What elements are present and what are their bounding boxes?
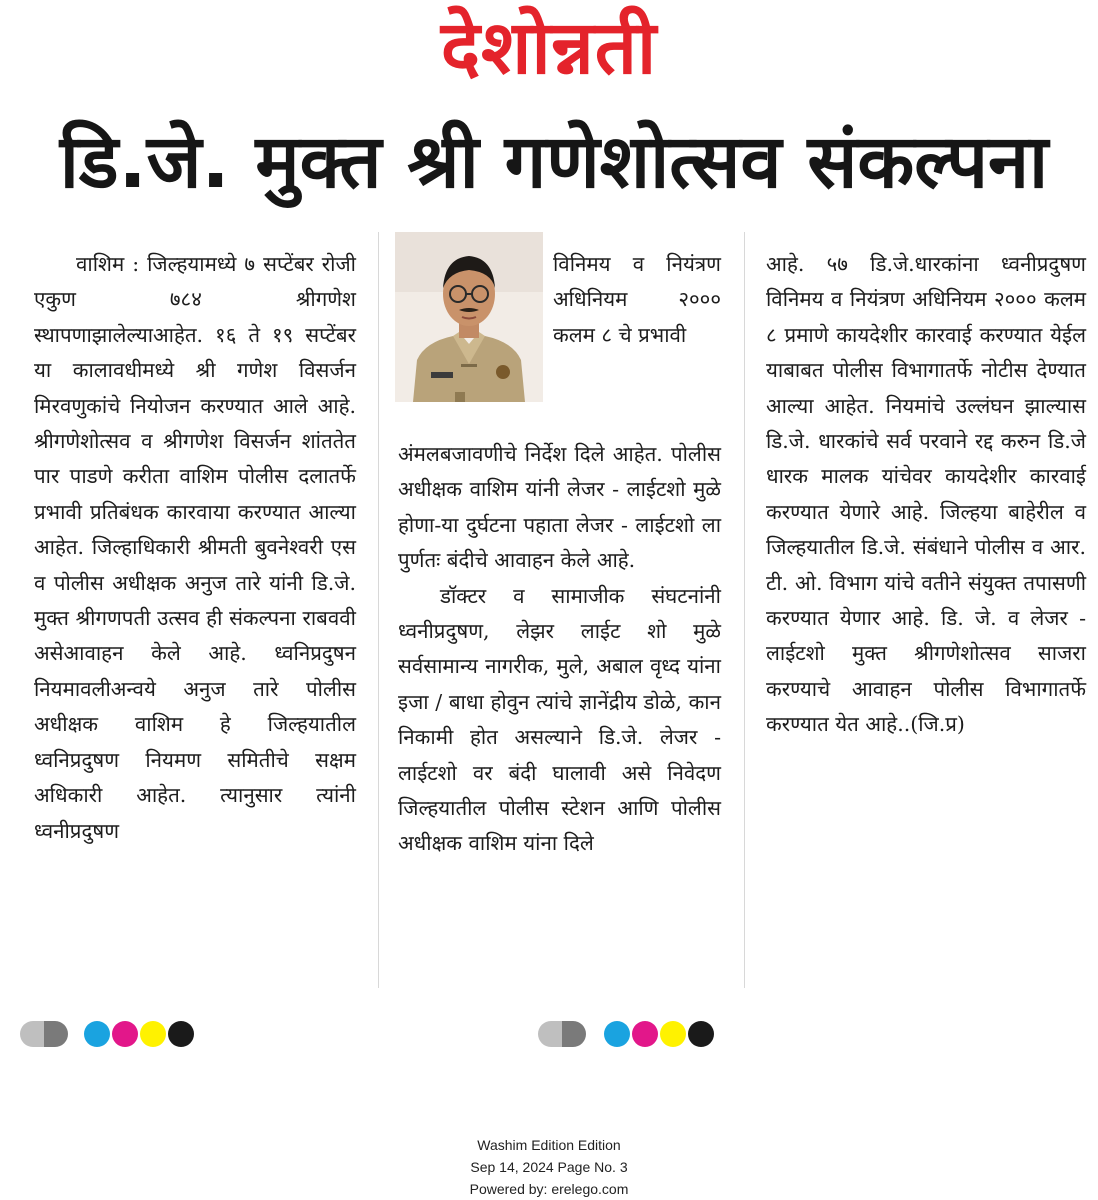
column-divider — [744, 232, 745, 988]
magenta-dot-icon — [112, 1021, 138, 1047]
column-1-text: वाशिम : जिल्हयामध्ये ७ सप्टेंबर रोजी एकुण ७८४ श्रीगणेश स्थापणाझालेल्याआहेत. १६ ते १९ सप्टेंबर या कालावधीमध्ये श्री गणेश विसर्जन मिरवणुकांचे नियोजन करण्यात आले आहे. श्रीगणेशोत्सव व श्रीगणेश विसर्जन शांततेत पार पाडणे करीता वाशिम पोलीस दलातर्फे प्रभावी प्रतिबंधक कारवाया करण्यात आल्या आहेत. जिल्हाधिकारी श्रीमती बुवनेश्वरी एस व पोलीस अधीक्षक अनुज तारे यांनी डि.जे. मुक्त श्रीगणपती उत्सव ही संकल्पना राबववी असेआवाहन केले आहे. ध्वनिप्रदुषन नियमावलीअन्वये अनुज तारे पोलीस अधीक्षक वाशिम हे जिल्हयातील ध्वनिप्रदुषण नियमण समितीचे सक्षम अधिकारी आहेत. त्यानुसार त्यांनी ध्वनीप्रदुषण — [34, 252, 356, 843]
registration-marks-left — [20, 1020, 200, 1048]
column-2-top-text: विनिमय व नियंत्रण अधिनियम २००० कलम ८ चे प्रभावी — [553, 252, 721, 347]
masthead-title: देशोन्नती — [440, 5, 658, 91]
footer-powered-by: Powered by: erelego.com — [469, 1181, 629, 1197]
article-column-2-top — [553, 247, 721, 437]
footer-edition: Washim Edition Edition — [477, 1137, 621, 1153]
cyan-dot-icon — [604, 1021, 630, 1047]
column-divider — [378, 232, 379, 988]
registration-marks-right — [538, 1020, 718, 1048]
footer-date-page: Sep 14, 2024 Page No. 3 — [470, 1159, 628, 1175]
column-2-bottom-text: अंमलबजावणीचे निर्देश दिले आहेत. पोलीस अधीक्षक वाशिम यांनी लेजर - लाईटशो मुळे होणा-या दुर्घटना पहाता लेजर - लाईटशो ला पुर्णतः बंदीचे आवाहन केले आहे. — [398, 442, 721, 573]
page-footer — [0, 1134, 1098, 1200]
registration-pill-icon — [538, 1021, 586, 1047]
yellow-dot-icon — [140, 1021, 166, 1047]
article-column-1 — [34, 247, 356, 987]
black-dot-icon — [168, 1021, 194, 1047]
column-2-paragraph-2: डॉक्टर व सामाजीक संघटनांनी ध्वनीप्रदुषण, लेझर लाईट शो मुळे सर्वसामान्य नागरीक, मुले, अबाल वृध्द यांना इजा / बाधा होवुन त्यांचे ज्ञानेंद्रीय डोळे, कान निकामी होत असल्याने डि.जे. लेजर - लाईटशो वर बंदी घालावी असे निवेदण जिल्हयातील पोलीस स्टेशन आणि पोलीस अधीक्षक वाशिम यांना दिले — [398, 583, 721, 856]
registration-pill-icon — [20, 1021, 68, 1047]
cyan-dot-icon — [84, 1021, 110, 1047]
officer-photo — [395, 232, 543, 402]
article-column-2-bottom — [398, 437, 721, 987]
black-dot-icon — [688, 1021, 714, 1047]
officer-portrait-image — [395, 232, 543, 402]
yellow-dot-icon — [660, 1021, 686, 1047]
column-3-text: आहे. ५७ डि.जे.धारकांना ध्वनीप्रदुषण विनिमय व नियंत्रण अधिनियम २००० कलम ८ प्रमाणे कायदेशीर कारवाई करण्यात येईल याबाबत पोलीस विभागातर्फे नोटीस देण्यात आल्या आहेत. नियमांचे उल्लंघन झाल्यास डि.जे. धारकांचे सर्व परवाने रद्द करुन डि.जे धारक मालक यांचेवर कायदेशीर कारवाई करण्यात येणारे आहे. जिल्हया बाहेरील व जिल्हयातील डि.जे. संबंधाने पोलीस व आर. टी. ओ. विभाग यांचे वतीने संयुक्त तपासणी करण्यात येणार आहे. डि. जे. व लेजर - लाईटशो मुक्त श्रीगणेशोत्सव साजरा करण्याचे आवाहन पोलीस विभागातर्फे करण्यात येत आहे..(जि.प्र) — [766, 252, 1086, 737]
article-headline: डि.जे. मुक्त श्री गणेशोत्सव संकल्पना — [59, 119, 1049, 205]
article-column-3 — [766, 247, 1086, 947]
magenta-dot-icon — [632, 1021, 658, 1047]
